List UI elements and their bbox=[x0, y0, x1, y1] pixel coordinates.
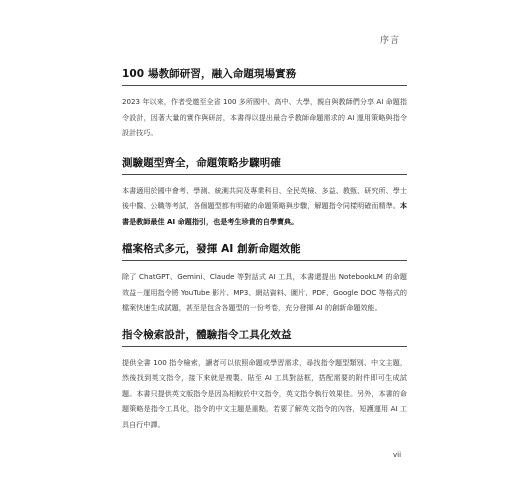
section-question-types bbox=[122, 157, 407, 230]
paragraph-emphasis: 本書是教師最佳 AI 命題指引，也是考生珍貴的自學寶典。 bbox=[122, 201, 407, 226]
section-paragraph bbox=[122, 94, 407, 141]
paragraph-text: 除了 ChatGPT、Gemini、Claude 等對話式 AI 工具，本書還提出 NotebookLM 的命題效益－運用指令將 YouTube 影片、MP3、網站資料、圖片、PDF、Google DOC 等格式的檔案快速生成試題，甚至是包含各題型的一份考卷，充分發揮 AI 的創新命題效能。 bbox=[122, 272, 407, 312]
paragraph-text: 本書適用於國中會考、學測、統測共同及專業科目、全民英檢、多益、教甄、研究所、學士後中醫、公職等考試，各個題型都有明確的命題策略與步驟，解題指令同樣明確而精準。 bbox=[122, 185, 407, 210]
page-body bbox=[122, 68, 407, 432]
page-number: vii bbox=[393, 451, 402, 459]
section-heading: 檔案格式多元，發揮 AI 創新命題效能 bbox=[122, 243, 407, 261]
paragraph-text: 2023 年以來，作者受邀至全省 100 多所國中、高中、大學，親自與教師們分享 AI 命題指令設計，因著大量的實作與研討，本書得以提出最合乎教師命題需求的 AI 運用策略與指令設計技巧。 bbox=[122, 97, 407, 137]
section-paragraph bbox=[122, 269, 407, 316]
section-heading: 指令檢索設計，體驗指令工具化效益 bbox=[122, 329, 407, 347]
section-paragraph bbox=[122, 355, 407, 433]
section-heading: 測驗題型齊全，命題策略步驟明確 bbox=[122, 157, 407, 175]
section-paragraph bbox=[122, 183, 407, 230]
running-head: 序言 bbox=[379, 36, 400, 46]
section-file-formats bbox=[122, 243, 407, 316]
section-heading: 100 場教師研習，融入命題現場實務 bbox=[122, 68, 407, 86]
section-prompt-index bbox=[122, 329, 407, 433]
section-teacher-workshops bbox=[122, 68, 407, 141]
paragraph-text: 提供全書 100 指令檢索，讀者可以依照命題或學習需求，尋找指令題型類別、中文主題，然後找到英文指令，接下來就是複製、貼至 AI 工具對話框，搭配需要的附件即可生成試題。本書只提供英文版指令是因為相較於中文指令，英文指令執行效果佳。另外，本書的命題策略是指令工具化，指令的中文主題是重點，若要了解英文指令的內容，短護運用 AI 工具自行中譯。 bbox=[122, 357, 407, 429]
